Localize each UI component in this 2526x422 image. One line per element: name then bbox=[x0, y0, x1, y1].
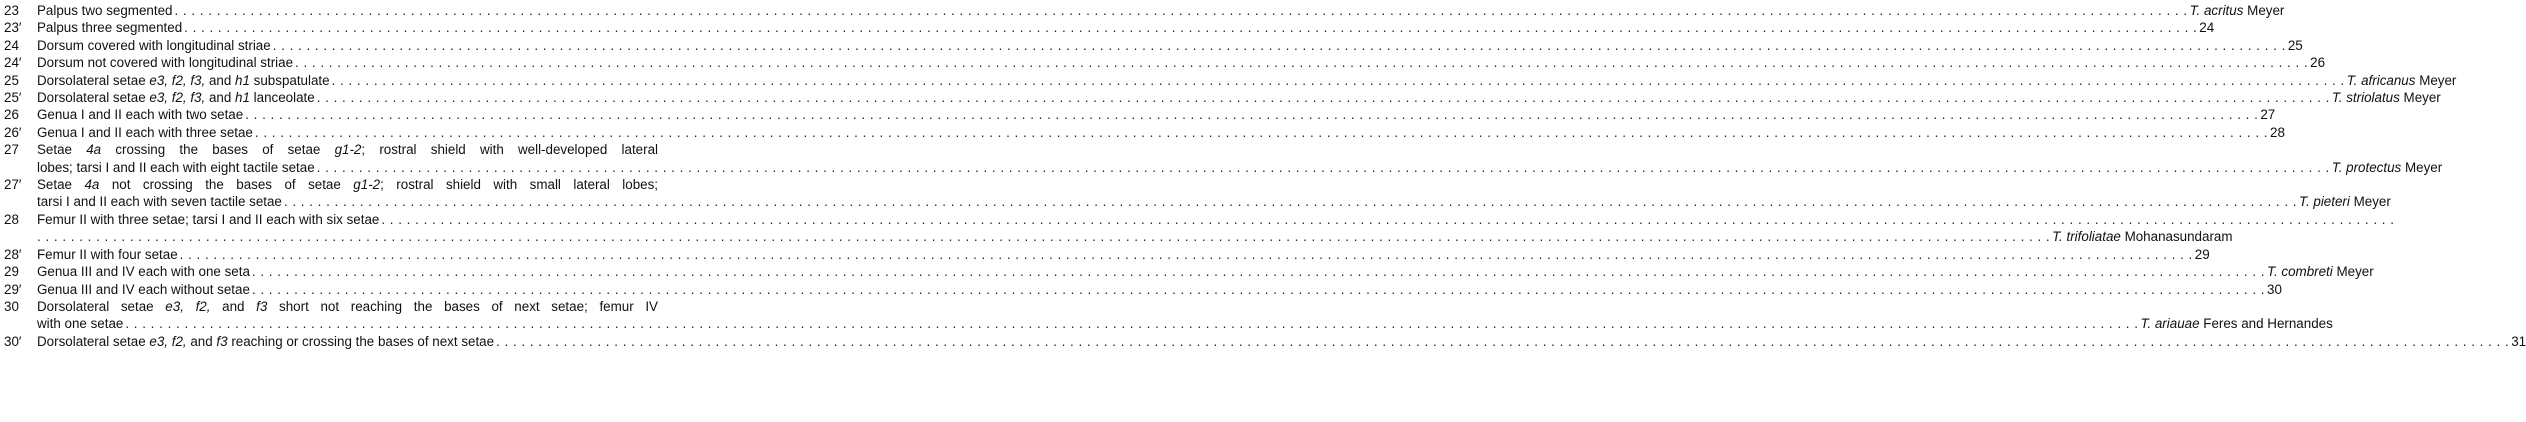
key-entry-26-alt bbox=[4, 124, 2285, 141]
couplet-number: 23′ bbox=[4, 20, 22, 36]
couplet-number: 25′ bbox=[4, 90, 22, 106]
goto-couplet: 31 bbox=[2511, 333, 2526, 349]
couplet-text: Dorsum covered with longitudinal striae bbox=[37, 37, 271, 53]
couplet-text: Genua III and IV each with one seta bbox=[37, 264, 250, 280]
leader-dots bbox=[252, 281, 2265, 298]
couplet-number: 28 bbox=[4, 211, 19, 227]
taxon-name: T. acritus bbox=[2189, 3, 2244, 18]
couplet-number: 27 bbox=[4, 142, 19, 158]
couplet-number: 28′ bbox=[4, 246, 22, 262]
key-entry-26 bbox=[4, 106, 2276, 123]
couplet-text-continued: lobes; tarsi I and II each with eight tactile setae bbox=[37, 159, 315, 175]
key-entry-24 bbox=[4, 37, 2303, 54]
couplet-number: 29 bbox=[4, 264, 19, 280]
couplet-text-continued: tarsi I and II each with seven tactile setae bbox=[37, 194, 282, 210]
key-entry-28 bbox=[4, 211, 2233, 246]
couplet-text: Femur II with three setae; tarsi I and II each with six setae bbox=[37, 211, 380, 227]
key-entry-24-alt bbox=[4, 54, 2326, 71]
taxon-name: T. africanus bbox=[2346, 72, 2416, 88]
couplet-text: Femur II with four setae bbox=[37, 246, 178, 262]
couplet-text: Dorsolateral setae e3, f2, f3, and h1 subspatulate bbox=[37, 72, 330, 88]
taxon-author: Meyer bbox=[2336, 264, 2374, 280]
taxon-name: T. striolatus bbox=[2331, 90, 2400, 106]
couplet-number: 24′ bbox=[4, 55, 22, 71]
taxon-author: Meyer bbox=[2403, 90, 2441, 106]
key-entry-30 bbox=[4, 298, 2333, 333]
couplet-text: Genua I and II each with three setae bbox=[37, 124, 253, 140]
couplet-text: Genua III and IV each without setae bbox=[37, 281, 250, 297]
key-entry-27-alt bbox=[4, 176, 2391, 211]
couplet-number: 30′ bbox=[4, 333, 22, 349]
couplet-text: Palpus three segmented bbox=[37, 20, 183, 36]
goto-couplet: 29 bbox=[2194, 246, 2210, 262]
goto-couplet: 26 bbox=[2310, 55, 2326, 71]
couplet-text: Setae 4a crossing the bases of setae g1-2; rostral shield with well-developed lateral bbox=[37, 142, 659, 158]
taxon-author: Feres and Hernandes bbox=[2203, 316, 2333, 332]
couplet-number: 26 bbox=[4, 107, 19, 123]
leader-dots bbox=[125, 315, 2138, 332]
couplet-text: Dorsum not covered with longitudinal striae bbox=[37, 55, 294, 71]
leader-dots bbox=[317, 89, 2330, 106]
leader-dots bbox=[317, 159, 2330, 176]
couplet-number: 24 bbox=[4, 37, 19, 53]
leader-dots bbox=[184, 19, 2197, 36]
couplet-text: Setae 4a not crossing the bases of setae g1-2; rostral shield with small lateral lobes; bbox=[37, 177, 659, 193]
key-entry-30-alt bbox=[4, 333, 2526, 350]
leader-dots bbox=[180, 246, 2193, 263]
key-entry-25-alt bbox=[4, 89, 2441, 106]
taxon-author: Mohanasundaram bbox=[2124, 229, 2233, 245]
taxon-author: Meyer bbox=[2247, 3, 2285, 18]
leader-dots bbox=[496, 333, 2509, 350]
taxon-name: T. combreti bbox=[2267, 264, 2333, 280]
leader-dots bbox=[284, 193, 2297, 210]
taxon-author: Meyer bbox=[2419, 72, 2457, 88]
taxon-author: Meyer bbox=[2404, 159, 2443, 175]
couplet-number: 29′ bbox=[4, 281, 22, 297]
key-entry-23 bbox=[4, 2, 2285, 19]
leader-dots bbox=[252, 263, 2265, 280]
leader-dots bbox=[381, 211, 2394, 228]
goto-couplet: 30 bbox=[2267, 281, 2282, 297]
key-entry-29-alt bbox=[4, 281, 2282, 298]
couplet-number: 25 bbox=[4, 72, 19, 88]
taxon-name: T. trifoliatae bbox=[2052, 229, 2121, 245]
key-entry-23-alt bbox=[4, 19, 2215, 36]
goto-couplet: 28 bbox=[2270, 124, 2285, 140]
goto-couplet: 27 bbox=[2260, 107, 2276, 123]
taxon-name: T. ariauae bbox=[2140, 316, 2200, 332]
key-entry-29 bbox=[4, 263, 2374, 280]
key-entry-28-alt bbox=[4, 246, 2210, 263]
taxon-name: T. pieteri bbox=[2299, 194, 2350, 210]
couplet-number: 30 bbox=[4, 298, 19, 314]
couplet-text: Dorsolateral setae e3, f2, f3, and h1 lanceolate bbox=[37, 90, 315, 106]
leader-dots bbox=[255, 124, 2268, 141]
couplet-text: Palpus two segmented bbox=[37, 3, 173, 18]
couplet-number: 26′ bbox=[4, 124, 22, 140]
goto-couplet: 25 bbox=[2287, 37, 2303, 53]
goto-couplet: 24 bbox=[2199, 20, 2215, 36]
taxon-author: Meyer bbox=[2353, 194, 2391, 210]
couplet-text: Genua I and II each with two setae bbox=[37, 107, 244, 123]
leader-dots bbox=[295, 54, 2308, 71]
couplet-text-continued: with one setae bbox=[37, 316, 124, 332]
leader-dots bbox=[245, 106, 2258, 123]
couplet-text: Dorsolateral setae e3, f2, and f3 reaching or crossing the bases of next setae bbox=[37, 333, 495, 349]
couplet-number: 27′ bbox=[4, 177, 22, 193]
leader-dots bbox=[174, 2, 2187, 19]
couplet-text: Dorsolateral setae e3, f2, and f3 short not reaching the bases of next setae; femur IV bbox=[37, 298, 658, 314]
couplet-number: 23 bbox=[4, 3, 19, 18]
taxon-name: T. protectus bbox=[2331, 159, 2402, 175]
leader-dots bbox=[37, 228, 2050, 245]
leader-dots bbox=[332, 72, 2345, 89]
leader-dots bbox=[273, 37, 2286, 54]
key-entry-25 bbox=[4, 72, 2457, 89]
key-entry-27 bbox=[4, 141, 2443, 176]
